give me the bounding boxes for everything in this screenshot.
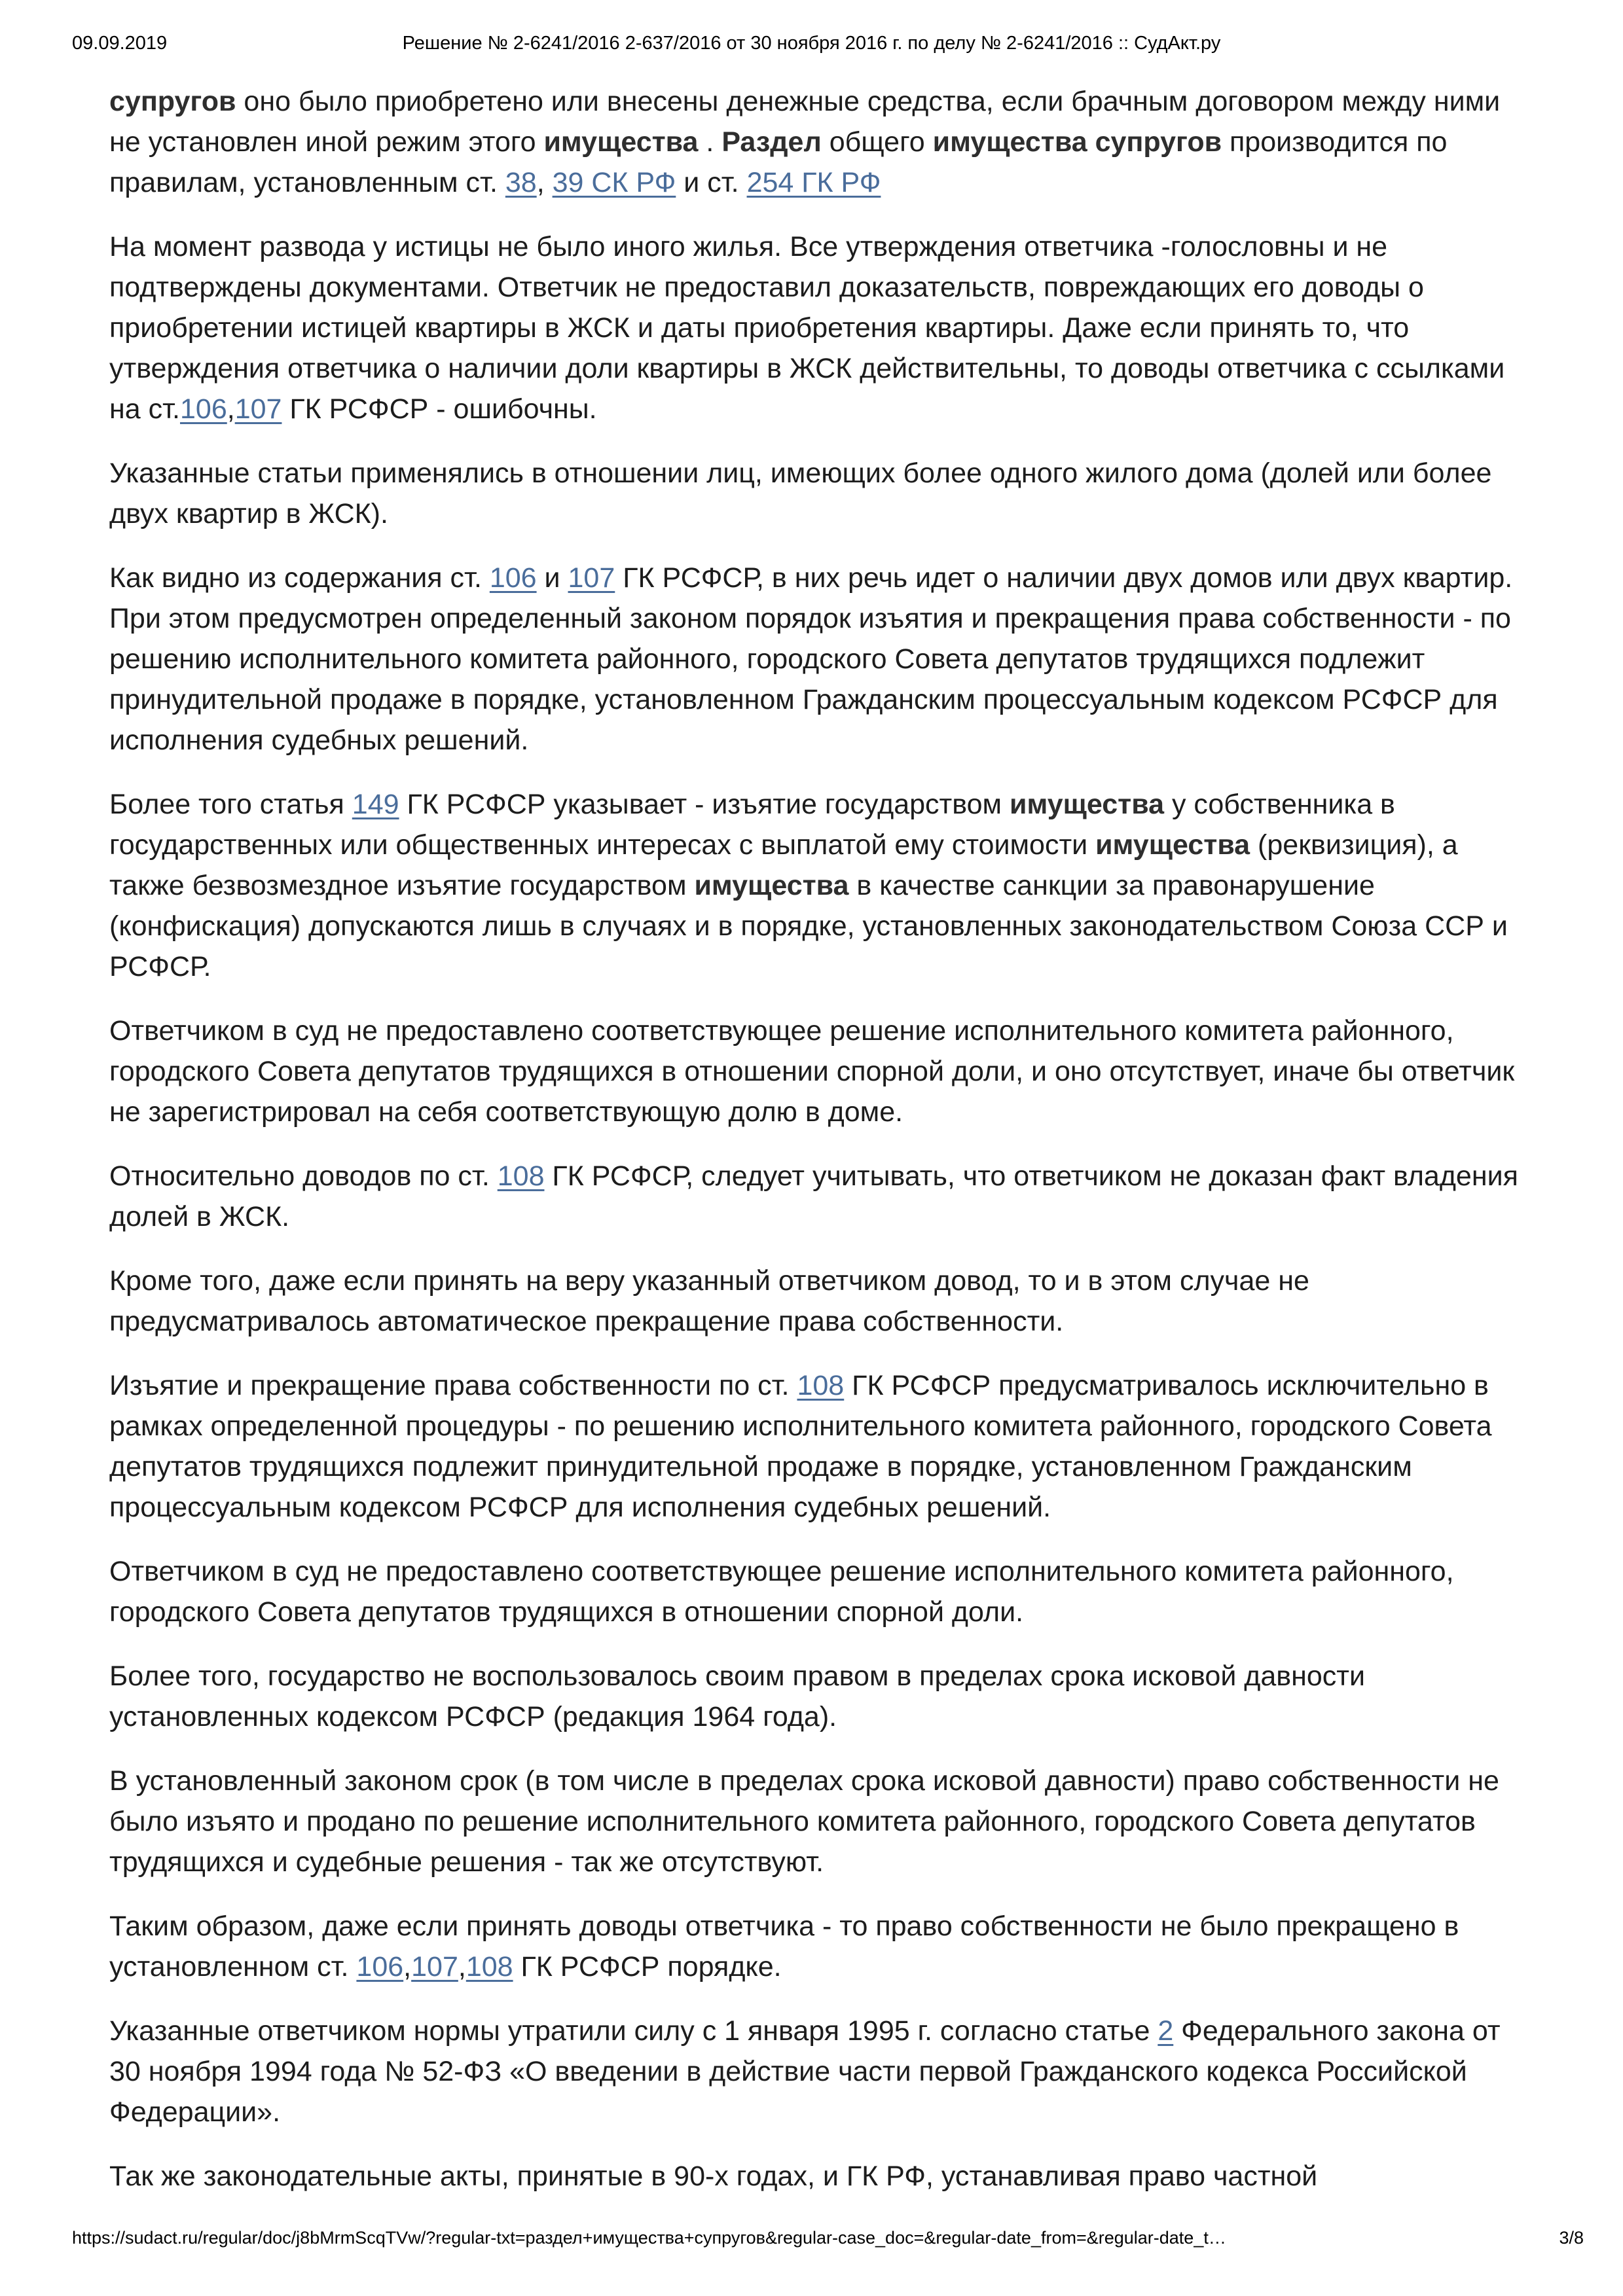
statute-link[interactable]: 149 <box>352 789 399 820</box>
text-run: На момент развода у истицы не было иного жилья. Все утверждения ответчика -голословны и не подтверждены документами. Ответчик не предоставил доказательств, повреждающих его доводы о приобретении истицей квартиры в ЖСК и даты приобретения квартиры. Даже если принять то, что утверждения ответчика о наличии доли квартиры в ЖСК действительны, то доводы ответчика с ссылками на ст. <box>109 231 1505 425</box>
text-run: , <box>227 393 235 425</box>
highlighted-term: имущества <box>543 126 699 158</box>
statute-link[interactable]: 106 <box>179 393 227 425</box>
paragraph <box>109 1011 1527 1132</box>
text-run: , <box>458 1951 466 1982</box>
paragraph <box>109 784 1527 987</box>
text-run: Более того, государство не воспользовалось своим правом в пределах срока исковой давности установленных кодексом РСФСР (редакция 1964 года). <box>109 1660 1366 1732</box>
text-run: ГК РСФСР, следует учитывать, что ответчиком не доказан факт владения долей в ЖСК. <box>109 1160 1518 1232</box>
text-run: Так же законодательные акты, принятые в 90-х годах, и ГК РФ, устанавливая право частной <box>109 2161 1318 2192</box>
paragraph <box>109 2156 1527 2197</box>
text-run: Таким образом, даже если принять доводы ответчика - то право собственности не было прекращено в установленном ст. <box>109 1910 1459 1982</box>
text-run: Указанные ответчиком нормы утратили силу с 1 января 1995 г. согласно статье <box>109 2015 1158 2047</box>
text-run: Кроме того, даже если принять на веру указанный ответчиком довод, то и в этом случае не предусматривалось автоматическое прекращение права собственности. <box>109 1265 1309 1337</box>
text-run: ГК РСФСР предусматривалось исключительно в рамках определенной процедуры - по решению исполнительного комитета районного, городского Совета депутатов трудящихся подлежит принудительной продаже в порядке, установленном Гражданским процессуальным кодексом РСФСР для исполнения судебных решений. <box>109 1370 1492 1523</box>
paragraph <box>109 1551 1527 1632</box>
paragraph <box>109 1156 1527 1237</box>
document-body <box>109 81 1527 2220</box>
paragraph <box>109 226 1527 429</box>
print-footer <box>72 2228 1584 2254</box>
text-run: оно было приобретено или внесены денежные средства, если брачным договором между ними не установлен иной режим этого <box>109 86 1501 158</box>
text-run: В установленный законом срок (в том числе в пределах срока исковой давности) право собственности не было изъято и продано по решение исполнительного комитета районного, городского Совета депутатов трудящихся и судебные решения - так же отсутствуют. <box>109 1765 1499 1878</box>
text-run: ГК РСФСР порядке. <box>513 1951 782 1982</box>
paragraph <box>109 453 1527 534</box>
text-run: производится по правилам, установленным ст. <box>109 126 1448 198</box>
text-run: Более того статья <box>109 789 352 820</box>
paragraph <box>109 81 1527 203</box>
paragraph <box>109 1261 1527 1342</box>
statute-link[interactable]: 38 <box>505 167 537 198</box>
print-date: 09.09.2019 <box>72 33 168 54</box>
text-run: . <box>698 126 722 158</box>
paragraph <box>109 1656 1527 1737</box>
text-run: (реквизиция), а также безвозмездное изъятие государством <box>109 829 1458 901</box>
text-run: Федерального закона от 30 ноября 1994 года № 52-ФЗ «О введении в действие части первой Гражданского кодекса Российской Федерации». <box>109 2015 1501 2128</box>
text-run: , <box>536 167 553 198</box>
highlighted-term: имущества <box>1095 829 1250 861</box>
text-run: у собственника в государственных или общественных интересах с выплатой ему стоимости <box>109 789 1395 861</box>
text-run: Ответчиком в суд не предоставлено соответствующее решение исполнительного комитета районного, городского Совета депутатов трудящихся в отношении спорной доли, и оно отсутствует, иначе бы ответчик не зарегистрировал на себя соответствующую долю в доме. <box>109 1015 1515 1128</box>
statute-link[interactable]: 2 <box>1158 2015 1174 2047</box>
highlighted-term: имущества <box>694 870 849 901</box>
statute-link[interactable]: 107 <box>234 393 282 425</box>
text-run: Как видно из содержания ст. <box>109 562 490 594</box>
text-run: Изъятие и прекращение права собственности по ст. <box>109 1370 797 1401</box>
text-run: Ответчиком в суд не предоставлено соответствующее решение исполнительного комитета районного, городского Совета депутатов трудящихся в отношении спорной доли. <box>109 1556 1454 1628</box>
statute-link[interactable]: 107 <box>568 562 615 594</box>
highlighted-term: Раздел <box>721 126 822 158</box>
text-run: в качестве санкции за правонарушение (конфискация) допускаются лишь в случаях и в порядке, установленных законодательством Союза ССР и РСФСР. <box>109 870 1508 982</box>
text-run: , <box>403 1951 412 1982</box>
statute-link[interactable]: 106 <box>356 1951 404 1982</box>
statute-link[interactable]: 108 <box>497 1160 545 1192</box>
text-run: и <box>536 562 568 594</box>
paragraph <box>109 1761 1527 1882</box>
print-header <box>0 33 1623 60</box>
text-run: ГК РСФСР - ошибочны. <box>282 393 597 425</box>
text-run: Относительно доводов по ст. <box>109 1160 498 1192</box>
text-run: общего <box>821 126 933 158</box>
highlighted-term: супругов <box>109 86 236 117</box>
statute-link[interactable]: 254 ГК РФ <box>746 167 881 198</box>
text-run: Указанные статьи применялись в отношении лиц, имеющих более одного жилого дома (долей или более двух квартир в ЖСК). <box>109 457 1492 529</box>
paragraph <box>109 558 1527 761</box>
document-title: Решение № 2-6241/2016 2-637/2016 от 30 ноября 2016 г. по делу № 2-6241/2016 :: СудАкт.ру <box>402 33 1221 54</box>
source-url: https://sudact.ru/regular/doc/j8bMrmScqTVw/?regular-txt=раздел+имущества+супругов&regular-case_doc=&regular-date_from=&regular-date_t… <box>72 2228 1226 2248</box>
paragraph <box>109 1906 1527 1987</box>
text-run: ГК РСФСР, в них речь идет о наличии двух домов или двух квартир. При этом предусмотрен определенный законом порядок изъятия и прекращения права собственности - по решению исполнительного комитета районного, городского Совета депутатов трудящихся подлежит принудительной продаже в порядке, установленном Гражданским процессуальным кодексом РСФСР для исполнения судебных решений. <box>109 562 1513 756</box>
paragraph <box>109 2011 1527 2132</box>
statute-link[interactable]: 39 СК РФ <box>552 167 676 198</box>
statute-link[interactable]: 106 <box>489 562 537 594</box>
highlighted-term: имущества супругов <box>932 126 1222 158</box>
text-run: и ст. <box>676 167 747 198</box>
text-run: ГК РСФСР указывает - изъятие государством <box>399 789 1010 820</box>
statute-link[interactable]: 108 <box>797 1370 845 1401</box>
statute-link[interactable]: 108 <box>465 1951 513 1982</box>
statute-link[interactable]: 107 <box>411 1951 458 1982</box>
page-number: 3/8 <box>1559 2228 1584 2248</box>
paragraph <box>109 1365 1527 1528</box>
highlighted-term: имущества <box>1010 789 1165 820</box>
